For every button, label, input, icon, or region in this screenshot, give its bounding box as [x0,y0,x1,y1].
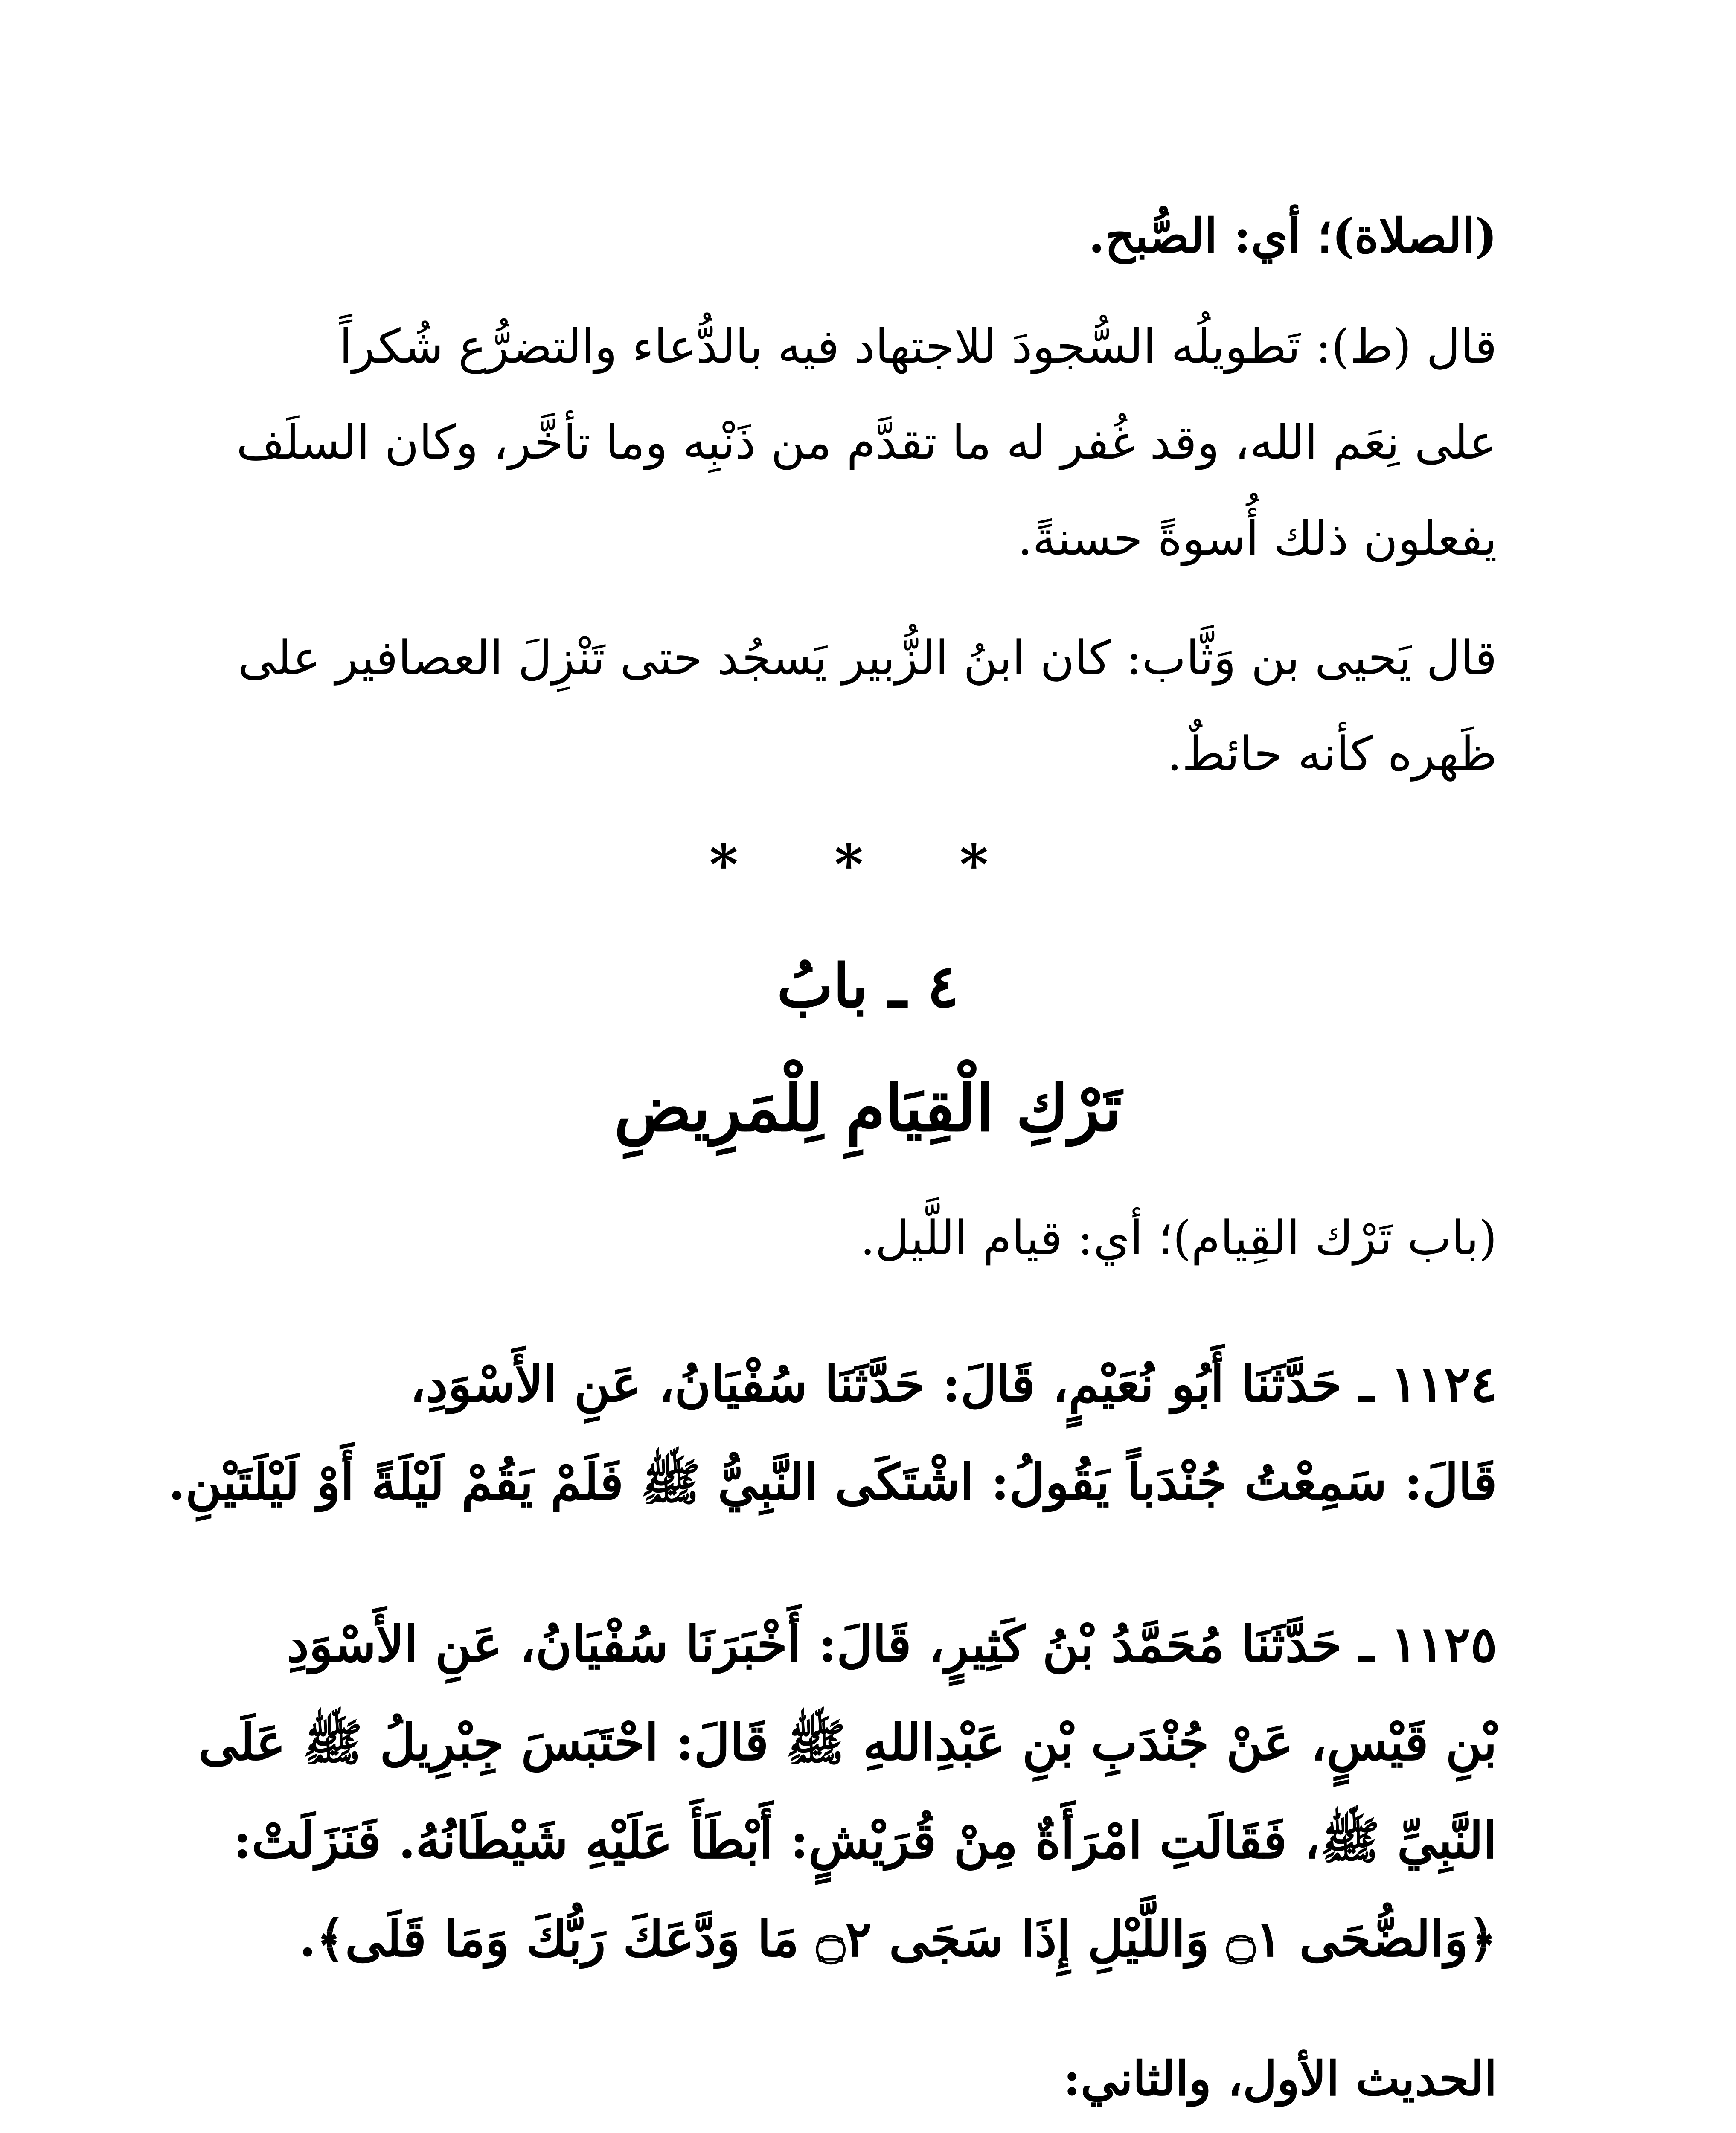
section-separator: * * * [709,832,1027,897]
chapter-title: تَرْكِ الْقِيَامِ لِلْمَرِيضِ [614,1071,1122,1146]
text-line: ١١٢٤ ـ حَدَّثَنَا أَبُو نُعَيْمٍ، قَالَ: حَدَّثَنَا سُفْيَانُ، عَنِ الأَسْوَدِ، [410,1355,1497,1413]
text-line: قال يَحيى بن وَثَّاب: كان ابنُ الزُّبير يَسجُد حتى تَنْزِلَ العصافير على [238,631,1497,685]
text-line: الحديث الأول، والثاني: [1063,2051,1497,2106]
text-line: قَالَ: سَمِعْتُ جُنْدَباً يَقُولُ: اشْتَكَى النَّبِيُّ ﷺ فَلَمْ يَقُمْ لَيْلَةً أَوْ لَيْلَتَيْنِ. [168,1453,1497,1511]
quran-verse-line: ﴿وَالضُّحَى ۝١ وَاللَّيْلِ إِذَا سَجَى ۝٢ مَا وَدَّعَكَ رَبُّكَ وَمَا قَلَى﴾. [299,1910,1497,1968]
text-line: ١١٢٥ ـ حَدَّثَنَا مُحَمَّدُ بْنُ كَثِيرٍ، قَالَ: أَخْبَرَنَا سُفْيَانُ، عَنِ الأَسْوَدِ [287,1616,1497,1674]
commentary-heading [234,2031,1497,2127]
text-line: (الصلاة)؛ أي: الصُّبح. [1088,208,1497,263]
text-line: ظَهره كأنه حائطٌ. [1167,726,1497,781]
paragraph-salat-note [234,188,1497,284]
chapter-number: ٤ ـ بابُ [776,951,960,1021]
text-line: (باب تَرْك القِيام)؛ أي: قيام اللَّيل. [860,1211,1497,1265]
text-line: قال (ط): تَطويلُه السُّجودَ للاجتهاد فيه بالدُّعاء والتضرُّع شُكراً [339,319,1497,374]
hadith-1125 [198,1595,1497,1988]
text-line: يفعلون ذلك أُسوةً حسنةً. [1018,511,1497,566]
hadith-1124 [168,1335,1497,1531]
chapter-note [234,1190,1497,1286]
paragraph-yahya-ibn-wathab [234,610,1497,802]
text-line: على نِعَم الله، وقد غُفر له ما تقدَّم من ذَنْبِه وما تأخَّر، وكان السلَف [236,415,1497,470]
paragraph-tatwil-sujud [234,299,1497,587]
text-line: النَّبِيِّ ﷺ، فَقَالَتِ امْرَأَةٌ مِنْ قُرَيْشٍ: أَبْطَأَ عَلَيْهِ شَيْطَانُهُ. فَنَزَلَتْ: [233,1812,1497,1870]
text-line: بْنِ قَيْسٍ، عَنْ جُنْدَبِ بْنِ عَبْدِاللهِ ﷺ قَالَ: احْتَبَسَ جِبْرِيلُ ﷺ عَلَى [198,1714,1497,1772]
